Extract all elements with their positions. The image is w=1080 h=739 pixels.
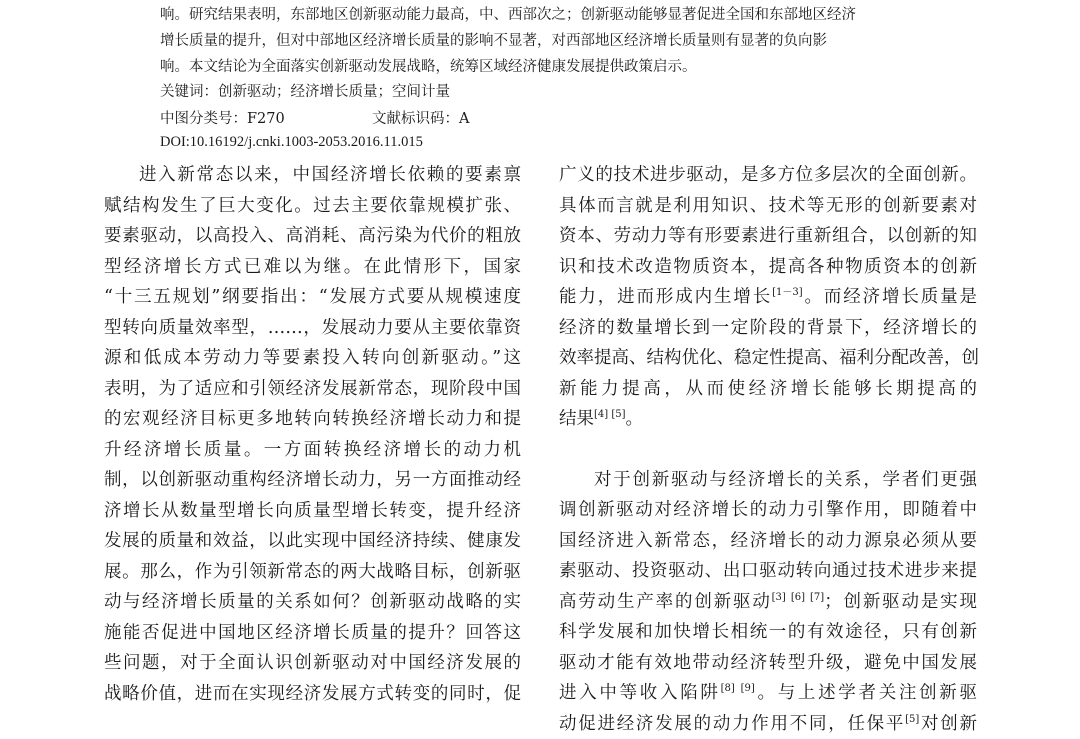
citation-ref: [5] [905, 714, 919, 725]
body-text-line [104, 587, 521, 618]
body-text-line [104, 374, 521, 405]
line-text: 发展的质量和效益，以此实现中国经济持续、健康发 [104, 531, 521, 551]
line-text: 能力，进而形成内生增长 [559, 287, 772, 307]
line-text: 结果 [559, 409, 594, 429]
line-text: 具体而言就是利用知识、技术等无形的创新要素对 [559, 196, 977, 216]
body-text-line [559, 465, 977, 496]
line-text: 些问题，对于全面认识创新驱动对中国经济发展的 [104, 653, 521, 673]
abstract-line: 增长质量的提升，但对中部地区经济增长质量的影响不显著，对西部地区经济增长质量则有显著的负向影 [160, 28, 856, 54]
body-text-line [559, 678, 977, 709]
body-text-line [104, 435, 521, 466]
line-text: 进入新常态以来，中国经济增长依赖的要素禀 [139, 165, 521, 185]
line-text: 效率提高、结构优化、稳定性提高、福利分配改善，创 [559, 348, 979, 368]
classification-number: 中图分类号：F270 [160, 111, 285, 127]
body-text-line [104, 496, 521, 527]
body-text-line [559, 617, 977, 648]
body-text-line [559, 526, 977, 557]
line-text: 源和低成本劳动力等要素投入转向创新驱动。”这 [104, 348, 521, 368]
citation-ref: [1－3] [772, 287, 803, 298]
line-text: 高劳动生产率的创新驱动 [559, 592, 772, 612]
line-text: 型转向质量效率型，……，发展动力要从主要依靠资 [104, 318, 521, 338]
line-text: 展。那么，作为引领新常态的两大战略目标，创新驱 [104, 562, 521, 582]
body-text-line [559, 648, 977, 679]
body-text-line [104, 526, 521, 557]
line-text-tail: 。而经济增长质量是 [803, 287, 977, 307]
body-text-line [104, 221, 521, 252]
line-text: 经济的数量增长到一定阶段的背景下，经济增长的 [559, 318, 977, 338]
body-text-line [104, 191, 521, 222]
abstract-line: 响。本文结论为全面落实创新驱动发展战略，统筹区域经济健康发展提供政策启示。 [160, 54, 856, 80]
line-text-tail: ；创新驱动是实现 [824, 592, 977, 612]
line-text: 施能否促进中国地区经济增长质量的提升？回答这 [104, 623, 521, 643]
line-text: 要素驱动，以高投入、高消耗、高污染为代价的粗放 [104, 226, 521, 246]
line-text: 识和技术改造物质资本，提高各种物质资本的创新 [559, 257, 977, 277]
body-text-line [559, 343, 977, 374]
line-text: 制，以创新驱动重构经济增长动力，另一方面推动经 [104, 470, 521, 490]
body-text-line [104, 557, 521, 588]
abstract-text [160, 2, 856, 80]
line-text: 升经济增长质量。一方面转换经济增长的动力机 [104, 440, 521, 460]
line-text: “十三五规划”纲要指出：“发展方式要从规模速度 [104, 287, 521, 307]
body-text-line [104, 679, 521, 710]
line-text: 调创新驱动对经济增长的动力引擎作用，即随着中 [559, 500, 977, 520]
line-text: 动促进经济发展的动力作用不同，任保平 [559, 714, 905, 734]
body-text-line [104, 252, 521, 283]
line-text: 驱动才能有效地带动经济转型升级，避免中国发展 [559, 653, 977, 673]
line-text-tail: 。 [626, 409, 644, 429]
body-text-line [559, 495, 977, 526]
citation-ref: [8] [9] [721, 683, 755, 694]
body-text-line [104, 465, 521, 496]
line-text: 济增长从数量型增长向质量型增长转变，提升经济 [104, 501, 521, 521]
line-text: 型经济增长方式已难以为继。在此情形下，国家 [104, 257, 521, 277]
body-column-right [559, 160, 977, 739]
doi: DOI:10.16192/j.cnki.1003-2053.2016.11.015 [160, 134, 423, 151]
line-text: 广义的技术进步驱动，是多方位多层次的全面创新。 [559, 165, 977, 185]
body-text-line [559, 313, 977, 344]
body-text-line [104, 404, 521, 435]
line-text-tail: 对创新 [919, 714, 977, 734]
line-text: 动与经济增长质量的关系如何？创新驱动战略的实 [104, 592, 521, 612]
line-text: 资本、劳动力等有形要素进行重新组合，以创新的知 [559, 226, 977, 246]
line-text: 素驱动、投资驱动、出口驱动转向通过技术进步来提 [559, 561, 977, 581]
classification-line [160, 107, 285, 128]
body-text-line [559, 282, 977, 313]
body-text-line [559, 404, 977, 435]
line-text: 的宏观经济目标更多地转向转换经济增长动力和提 [104, 409, 521, 429]
line-text: 战略价值，进而在实现经济发展方式转变的同时，促 [104, 684, 521, 704]
citation-ref: [4] [5] [594, 409, 626, 420]
citation-ref: [3] [6] [7] [772, 592, 825, 603]
line-text-tail: 。与上述学者关注创新驱 [755, 683, 977, 703]
line-text: 进入中等收入陷阱 [559, 683, 721, 703]
paragraph-gap [559, 435, 977, 465]
body-text-line [104, 618, 521, 649]
body-column-left [104, 160, 521, 709]
body-text-line [104, 343, 521, 374]
body-text-line [559, 709, 977, 739]
line-text: 新能力提高，从而使经济增长能够长期提高的 [559, 379, 977, 399]
body-text-line [104, 648, 521, 679]
line-text: 国经济进入新常态，经济增长的动力源泉必须从要 [559, 531, 977, 551]
body-text-line [104, 313, 521, 344]
body-text-line [559, 160, 977, 191]
line-text: 表明，为了适应和引领经济发展新常态，现阶段中国 [104, 379, 521, 399]
body-text-line [559, 252, 977, 283]
body-text-line [559, 191, 977, 222]
line-text: 对于创新驱动与经济增长的关系，学者们更强 [594, 470, 977, 490]
body-text-line [559, 221, 977, 252]
keywords: 关键词：创新驱动；经济增长质量；空间计量 [160, 80, 450, 101]
abstract-line: 响。研究结果表明，东部地区创新驱动能力最高，中、西部次之；创新驱动能够显著促进全国和东部地区经济 [160, 2, 856, 28]
body-text-line [104, 160, 521, 191]
body-text-line [559, 587, 977, 618]
body-text-line [104, 282, 521, 313]
document-code: 文献标识码：A [372, 107, 469, 128]
body-text-line [559, 556, 977, 587]
line-text: 科学发展和加快增长相统一的有效途径，只有创新 [559, 622, 977, 642]
line-text: 赋结构发生了巨大变化。过去主要依靠规模扩张、 [104, 196, 521, 216]
body-text-line [559, 374, 977, 405]
